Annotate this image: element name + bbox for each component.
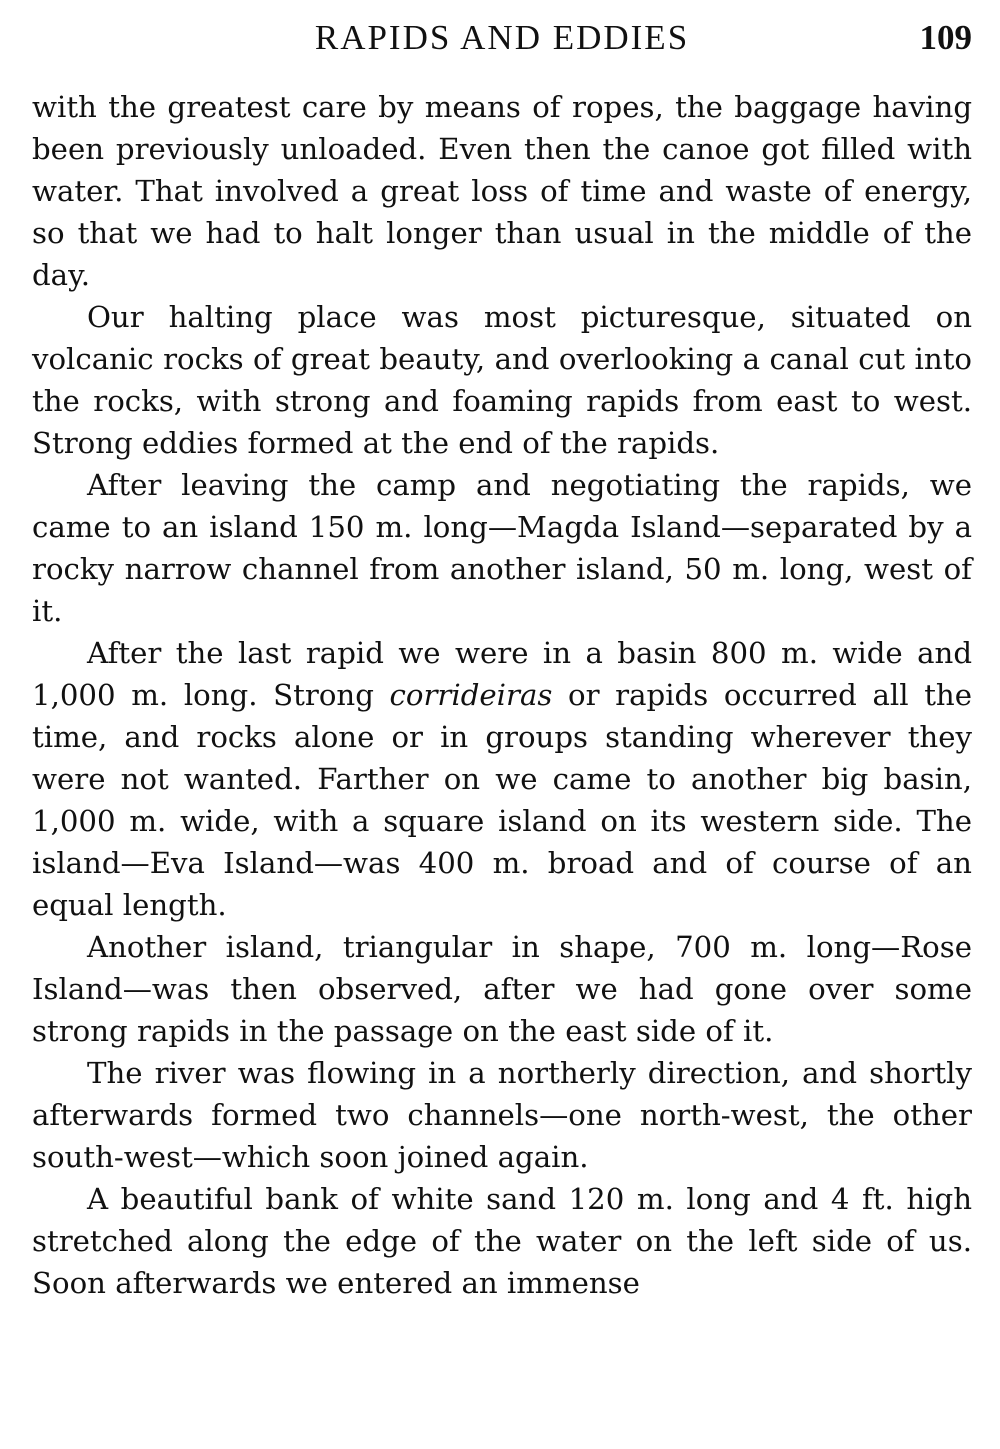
paragraph-continued: with the greatest care by means of ropes, the baggage having been previously unloaded. Even then the canoe got filled with water. That involved a great loss of time and waste of energy, so that we had to halt longer than usual in the middle of the day. [32,90,972,292]
paragraph: Another island, triangular in shape, 700 m. long—Rose Island—was then observed, after we had gone over some strong rapids in the passage on the east side of it. [32,930,972,1048]
paragraph [32,632,972,926]
body-text [32,86,972,1304]
paragraph: A beautiful bank of white sand 120 m. long and 4 ft. high stretched along the edge of the water on the left side of us. Soon afterwards we entered an immense [32,1182,972,1300]
paragraph: After leaving the camp and negotiating the rapids, we came to an island 150 m. long—Magda Island—separated by a rocky narrow channel from another island, 50 m. long, west of it. [32,468,972,628]
paragraph-text: After the last rapid we were in a basin 800 m. wide and 1,000 m. long. Strong [32,636,972,712]
running-header [32,18,972,68]
book-page [32,18,972,1304]
paragraph-text: or rapids occurred all the time, and rocks alone or in groups standing wherever they were not wanted. Farther on we came to another big basin, 1,000 m. wide, with a square island on its western side. The island—Eva Island—was 400 m. broad and of course of an equal length. [32,678,972,922]
page-number: 109 [919,18,972,57]
paragraph: Our halting place was most picturesque, situated on volcanic rocks of great beauty, and overlooking a canal cut into the rocks, with strong and foaming rapids from east to west. Strong eddies formed at the end of the rapids. [32,300,972,460]
italic-term: corrideiras [389,678,553,712]
running-title: RAPIDS AND EDDIES [314,18,690,57]
paragraph: The river was flowing in a northerly direction, and shortly afterwards formed two channels—one north-west, the other south-west—which soon joined again. [32,1056,972,1174]
